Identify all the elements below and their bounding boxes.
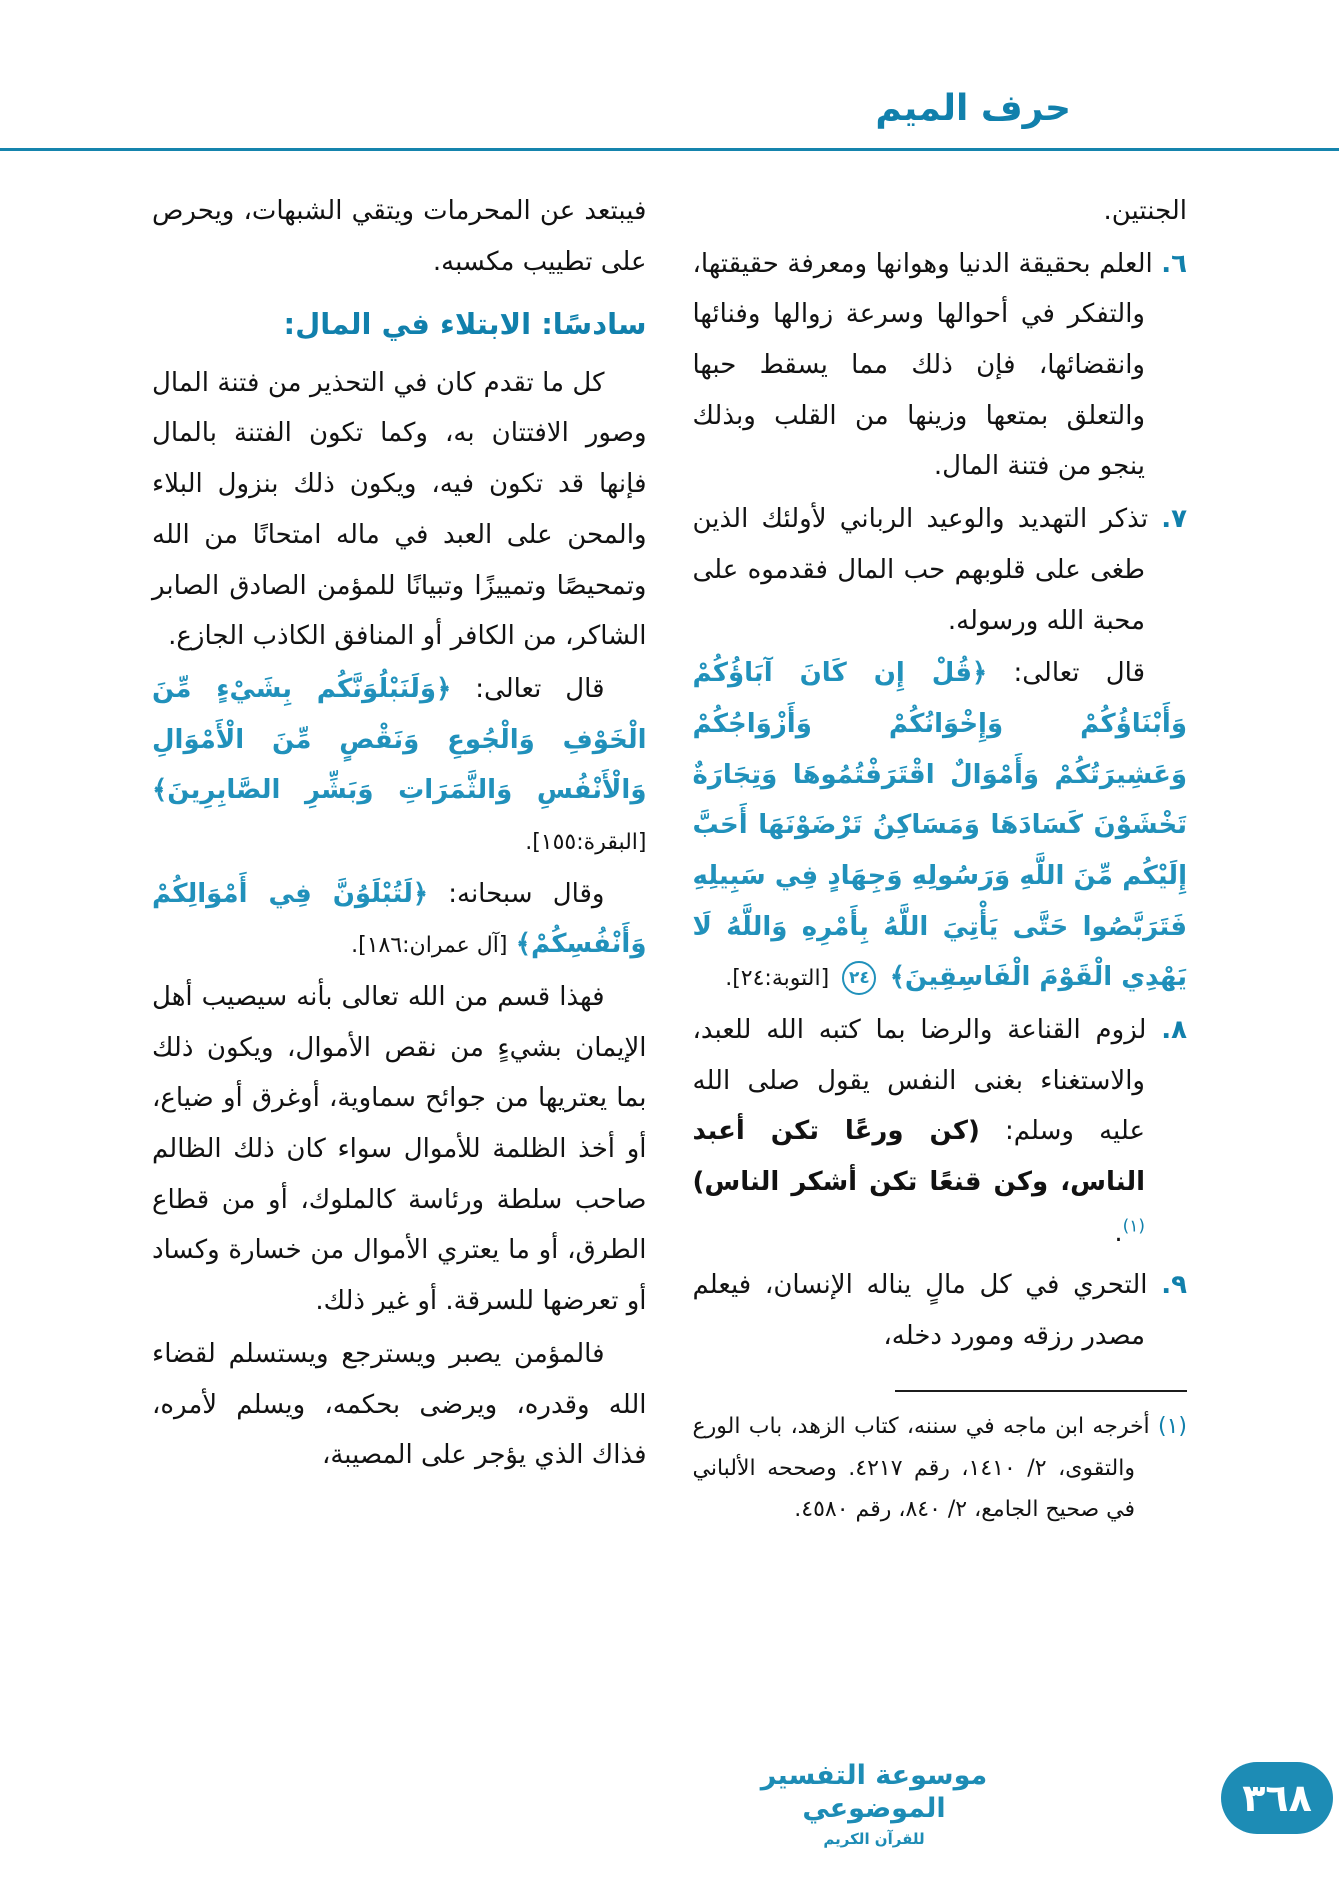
right-column (693, 186, 1188, 1533)
chapter-title: حرف الميم (875, 88, 1071, 129)
item-number: ٧. (1161, 504, 1187, 535)
footnote-marker: (١) (1158, 1413, 1188, 1439)
numbered-item-8 (693, 1005, 1188, 1258)
logo-subtitle: للقرآن الكريم (823, 1830, 925, 1848)
quran-verse-text: ﴿لَتُبْلَوُنَّ فِي أَمْوَالِكُمْ وَأَنْفُسِكُمْ﴾ (152, 878, 647, 960)
item-text: العلم بحقيقة الدنيا وهوانها ومعرفة حقيقتها، والتفكر في أحوالها وسرعة زوالها وفنائها وانقضائها، فإن ذلك مما يسقط حبها والتعلق بمتعها وزينها من القلب وبذلك ينجو من فتنة المال. (692, 248, 1153, 482)
item-text-tail: . (1114, 1217, 1123, 1248)
continuation-paragraph: فيبتعد عن المحرمات ويتقي الشبهات، ويحرص على تطييب مكسبه. (152, 196, 647, 277)
item-number: ٨. (1161, 1015, 1188, 1045)
body-paragraph: كل ما تقدم كان في التحذير من فتنة المال وصور الافتتان به، وكما تكون الفتنة بالمال فإنها قد تكون فيه، ويكون ذلك بنزول البلاء والمحن على العبد في ماله امتحانًا من الله وتمحيصًا وتمييزًا وتبيانًا للمؤمن الصادق الصابر الشاكر، من الكافر أو المنافق الكاذب الجازع. (152, 367, 647, 652)
quran-verse-text: ﴿قُلْ إِن كَانَ آبَاؤُكُمْ وَأَبْنَاؤُكُمْ وَإِخْوَانُكُمْ وَأَزْوَاجُكُمْ وَعَشِيرَتُكُمْ وَأَمْوَالٌ اقْتَرَفْتُمُوهَا وَتِجَارَةٌ تَخْشَوْنَ كَسَادَهَا وَمَسَاكِنُ تَرْضَوْنَهَا أَحَبَّ إِلَيْكُم مِّنَ اللَّهِ وَرَسُولِهِ وَجِهَادٍ فِي سَبِيلِهِ فَتَرَبَّصُوا حَتَّى يَأْتِيَ اللَّهُ بِأَمْرِهِ وَاللَّهُ لَا يَهْدِي الْقَوْمَ الْفَاسِقِينَ﴾ (692, 658, 1187, 993)
numbered-item-9 (693, 1260, 1188, 1361)
item-text: لزوم القناعة والرضا بما كتبه الله للعبد، والاستغناء بغنى النفس يقول صلى الله عليه وسلم: (692, 1015, 1147, 1147)
item-number: ٦. (1161, 248, 1188, 279)
quote-intro: قال تعالى: (475, 673, 605, 704)
body-paragraph: فالمؤمن يصبر ويسترجع ويستسلم لقضاء الله وقدره، ويرضى بحكمه، ويسلم لأمره، فذاك الذي يؤجر على المصيبة، (152, 1338, 647, 1471)
body-paragraph: فهذا قسم من الله تعالى بأنه سيصيب أهل الإيمان بشيءٍ من نقص الأموال، ويكون ذلك بما يعتريها من جوائح سماوية، أوغرق أو ضياع، أو أخذ الظلمة للأموال سواء كان ذلك الظالم صاحب سلطة ورئاسة كالملوك، أو من قطاع الطرق، أو ما يعتري الأموال من خسارة وكساد أو تعرضها للسرقة. أو غير ذلك. (152, 982, 647, 1317)
continuation-paragraph: الجنتين. (1103, 196, 1187, 226)
header-divider (0, 148, 1339, 151)
hadith-text: (كن ورعًا تكن أعبد الناس، وكن قنعًا تكن أشكر الناس) (692, 1116, 1145, 1198)
item-text: التحري في كل مالٍ يناله الإنسان، فيعلم مصدر رزقه ومورد دخله، (692, 1270, 1148, 1352)
item-text: تذكر التهديد والوعيد الرباني لأولئك الذين طغى على قلوبهم حب المال فقدموه على محبة الله ورسوله. (692, 504, 1149, 636)
quote-intro: وقال سبحانه: (448, 878, 605, 909)
numbered-item-7 (693, 494, 1188, 646)
footnote (693, 1406, 1188, 1531)
content-columns (152, 186, 1187, 1533)
quote-intro: قال تعالى: (1013, 658, 1145, 689)
ayah-number-badge: ٢٤ (842, 961, 876, 995)
verse-reference: [البقرة:١٥٥]. (525, 829, 647, 855)
section-heading: سادسًا: الابتلاء في المال: (283, 307, 647, 342)
quran-verse-text: ﴿وَلَنَبْلُوَنَّكُم بِشَيْءٍ مِّنَ الْخَوْفِ وَالْجُوعِ وَنَقْصٍ مِّنَ الْأَمْوَالِ وَالْأَنْفُسِ وَالثَّمَرَاتِ وَبَشِّرِ الصَّابِرِينَ﴾ (152, 673, 647, 806)
verse-reference: [التوبة:٢٤]. (725, 966, 830, 992)
quran-quote-imran (152, 869, 647, 970)
left-column (152, 186, 647, 1533)
footnote-reference: (١) (1122, 1216, 1145, 1237)
page-number-badge (1221, 1762, 1333, 1834)
verse-reference: [آل عمران:١٨٦]. (351, 933, 508, 959)
quran-quote-tawbah (693, 648, 1188, 1003)
footnote-divider (895, 1390, 1187, 1392)
publisher-logo (742, 1759, 1006, 1849)
numbered-item-6 (693, 239, 1188, 492)
logo-title: موسوعة التفسير الموضوعي (760, 1759, 988, 1825)
footnote-text: أخرجه ابن ماجه في سننه، كتاب الزهد، باب الورع والتقوى، ٢/ ١٤١٠، رقم ٤٢١٧. وصححه الألباني في صحيح الجامع، ٢/ ٨٤٠، رقم ٤٥٨٠. (692, 1413, 1150, 1523)
item-number: ٩. (1161, 1270, 1188, 1301)
quran-quote-baqarah (152, 664, 647, 867)
page-number: ٣٦٨ (1242, 1776, 1312, 1820)
